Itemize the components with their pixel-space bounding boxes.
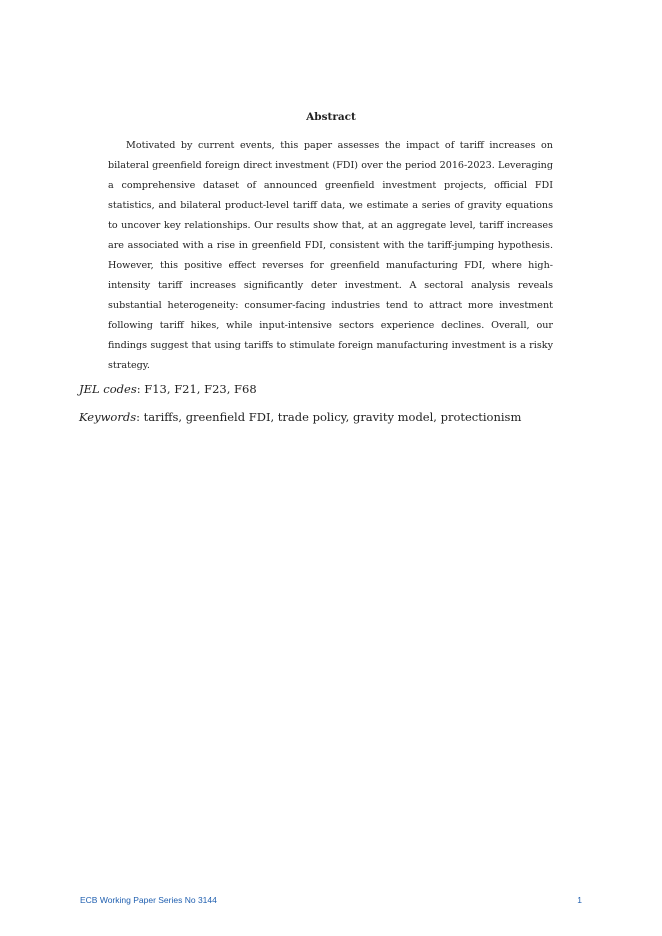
- keywords-line: [79, 409, 579, 425]
- page-number: 1: [577, 895, 582, 905]
- keywords-value: tariffs, greenfield FDI, trade policy, gravity model, protectionism: [143, 410, 522, 424]
- abstract-heading: Abstract: [306, 111, 356, 123]
- abstract-text: Motivated by current events, this paper assesses the impact of tariff increases on bilateral greenfield foreign direct investment (FDI) over the period 2016-2023. Leveraging a comprehensive dataset of announced greenfield investment projects, official FDI statistics, and bilateral product-level tariff data, we estimate a series of gravity equations to uncover key relationships. Our results show that, at an aggregate level, tariff increases are associated with a rise in greenfield FDI, consistent with the tariff-jumping hypothesis. However, this positive effect reverses for greenfield manufacturing FDI, where high-intensity tariff increases significantly deter investment. A sectoral analysis reveals substantial heterogeneity: consumer-facing industries tend to attract more investment following tariff hikes, while input-intensive sectors experience declines. Overall, our findings suggest that using tariffs to stimulate foreign manufacturing investment is a risky strategy.: [108, 140, 553, 371]
- keywords-label: Keywords: [79, 410, 137, 424]
- keywords-separator: :: [136, 410, 144, 424]
- jel-codes-separator: :: [136, 382, 145, 396]
- jel-codes-value: F13, F21, F23, F68: [144, 382, 257, 396]
- series-name: ECB Working Paper Series No 3144: [80, 895, 217, 905]
- jel-codes-label: JEL codes: [79, 382, 137, 396]
- jel-codes-line: [79, 381, 579, 397]
